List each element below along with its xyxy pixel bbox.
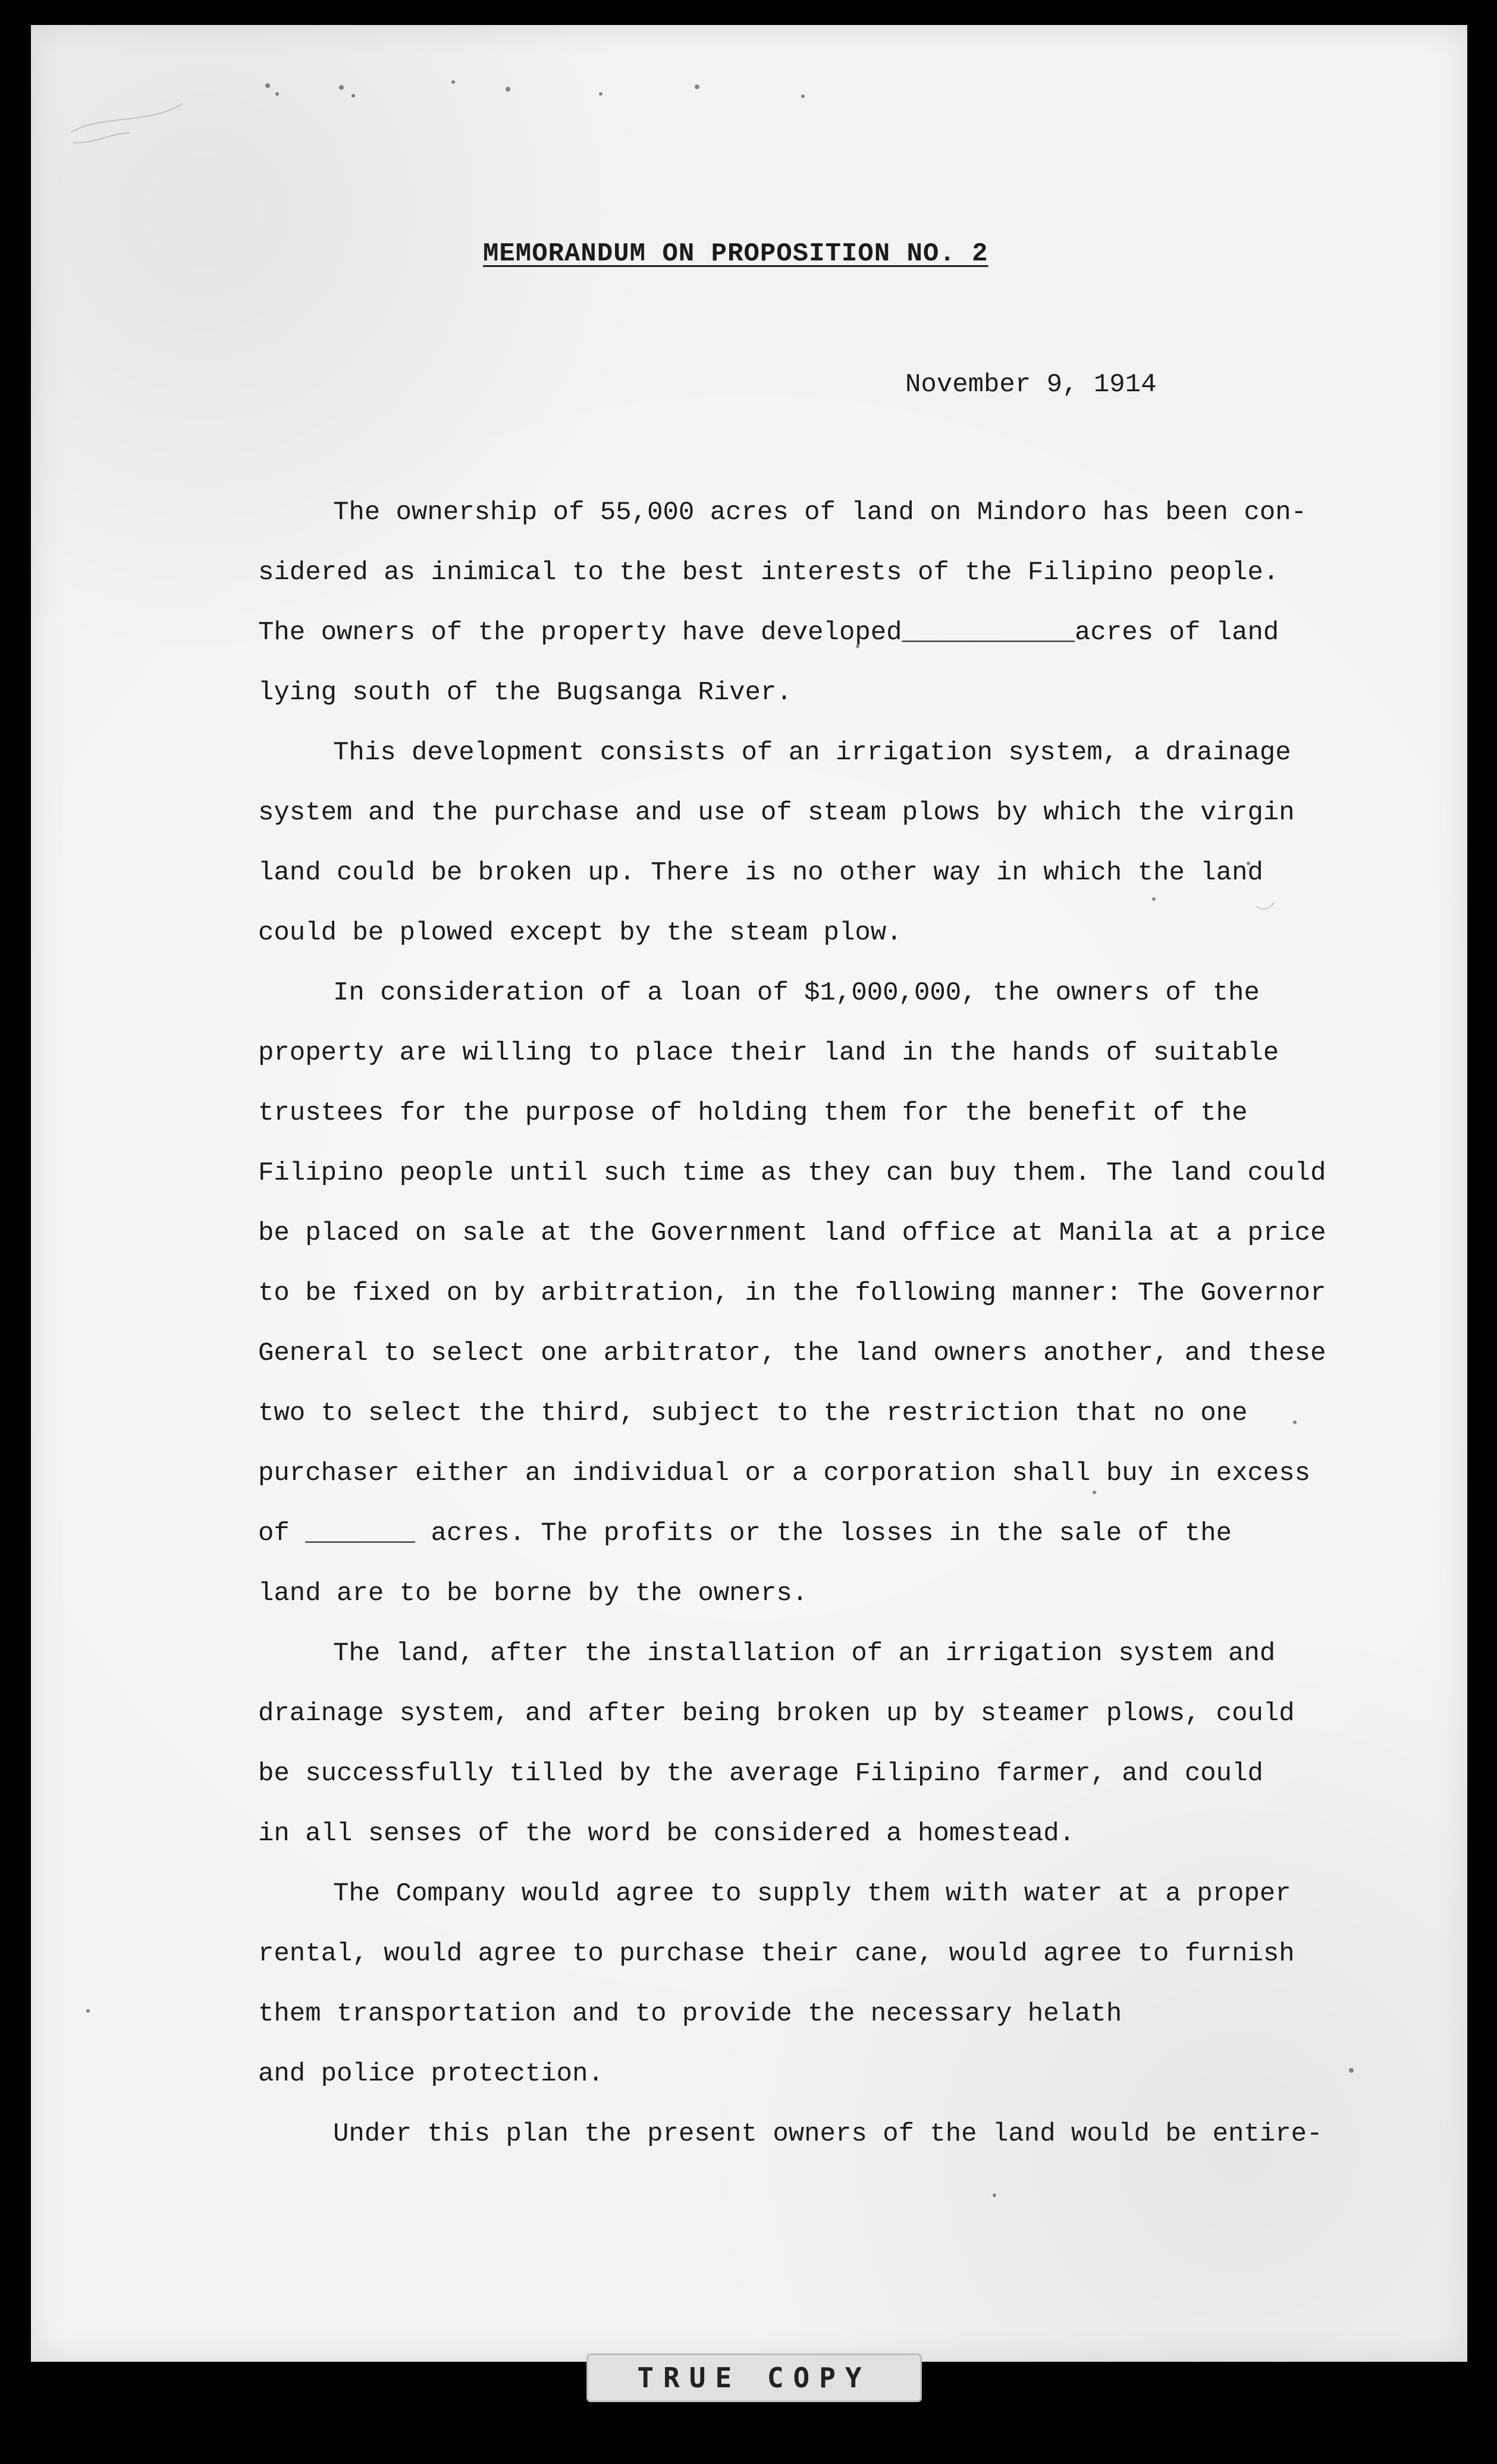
memo-body — [258, 483, 1326, 2164]
paragraph-3-line-7: General to select one arbitrator, the land owners another, and these — [258, 1338, 1326, 1368]
true-copy-stamp: TRUE COPY — [586, 2353, 922, 2402]
paragraph-5-line-4: and police protection. — [258, 2059, 604, 2089]
paragraph-3-line-6: to be fixed on by arbitration, in the following manner: The Governor — [258, 1278, 1326, 1308]
paragraph-2-line-2: system and the purchase and use of steam plows by which the virgin — [258, 798, 1295, 828]
paragraph-3-line-5: be placed on sale at the Government land office at Manila at a price — [258, 1218, 1326, 1248]
memo-date: November 9, 1914 — [905, 370, 1157, 400]
paragraph-3-line-9: purchaser either an individual or a corporation shall buy in excess — [258, 1459, 1311, 1488]
paragraph-2-line-4: could be plowed except by the steam plow. — [258, 918, 902, 948]
paragraph-4-line-2: drainage system, and after being broken up by steamer plows, could — [258, 1699, 1295, 1728]
paragraph-3-line-8: two to select the third, subject to the restriction that no one — [258, 1398, 1248, 1428]
paragraph-4-line-4: in all senses of the word be considered a homestead. — [258, 1819, 1075, 1849]
paragraph-5-line-3: them transportation and to provide the necessary helath — [258, 1999, 1122, 2029]
paragraph-3-line-10: of _______ acres. The profits or the losses in the sale of the — [258, 1519, 1232, 1548]
document-page — [31, 25, 1467, 2362]
paragraph-3-line-11: land are to be borne by the owners. — [258, 1579, 808, 1608]
memo-title: MEMORANDUM ON PROPOSITION NO. 2 — [483, 239, 988, 269]
paragraph-3-line-4: Filipino people until such time as they can buy them. The land could — [258, 1158, 1326, 1188]
paragraph-3-line-2: property are willing to place their land in the hands of suitable — [258, 1038, 1279, 1068]
paragraph-5-line-1: The Company would agree to supply them with water at a proper — [333, 1879, 1291, 1909]
paragraph-1-line-1: The ownership of 55,000 acres of land on Mindoro has been con- — [333, 498, 1307, 527]
paragraph-4-line-1: The land, after the installation of an irrigation system and — [333, 1639, 1276, 1668]
paragraph-3-line-3: trustees for the purpose of holding them for the benefit of the — [258, 1098, 1248, 1128]
paragraph-2-line-3: land could be broken up. There is no other way in which the land — [258, 858, 1263, 888]
paragraph-3-line-1: In consideration of a loan of $1,000,000, the owners of the — [333, 978, 1260, 1008]
paragraph-4-line-3: be successfully tilled by the average Filipino farmer, and could — [258, 1759, 1263, 1789]
paragraph-1-line-3: The owners of the property have developed___________acres of land — [258, 618, 1279, 648]
paragraph-6-line-1: Under this plan the present owners of the land would be entire- — [333, 2119, 1323, 2149]
paragraph-2-line-1: This development consists of an irrigation system, a drainage — [333, 738, 1291, 768]
paragraph-1-line-2: sidered as inimical to the best interests of the Filipino people. — [258, 558, 1279, 587]
paragraph-1-line-4: lying south of the Bugsanga River. — [258, 678, 792, 708]
paragraph-5-line-2: rental, would agree to purchase their cane, would agree to furnish — [258, 1939, 1295, 1969]
